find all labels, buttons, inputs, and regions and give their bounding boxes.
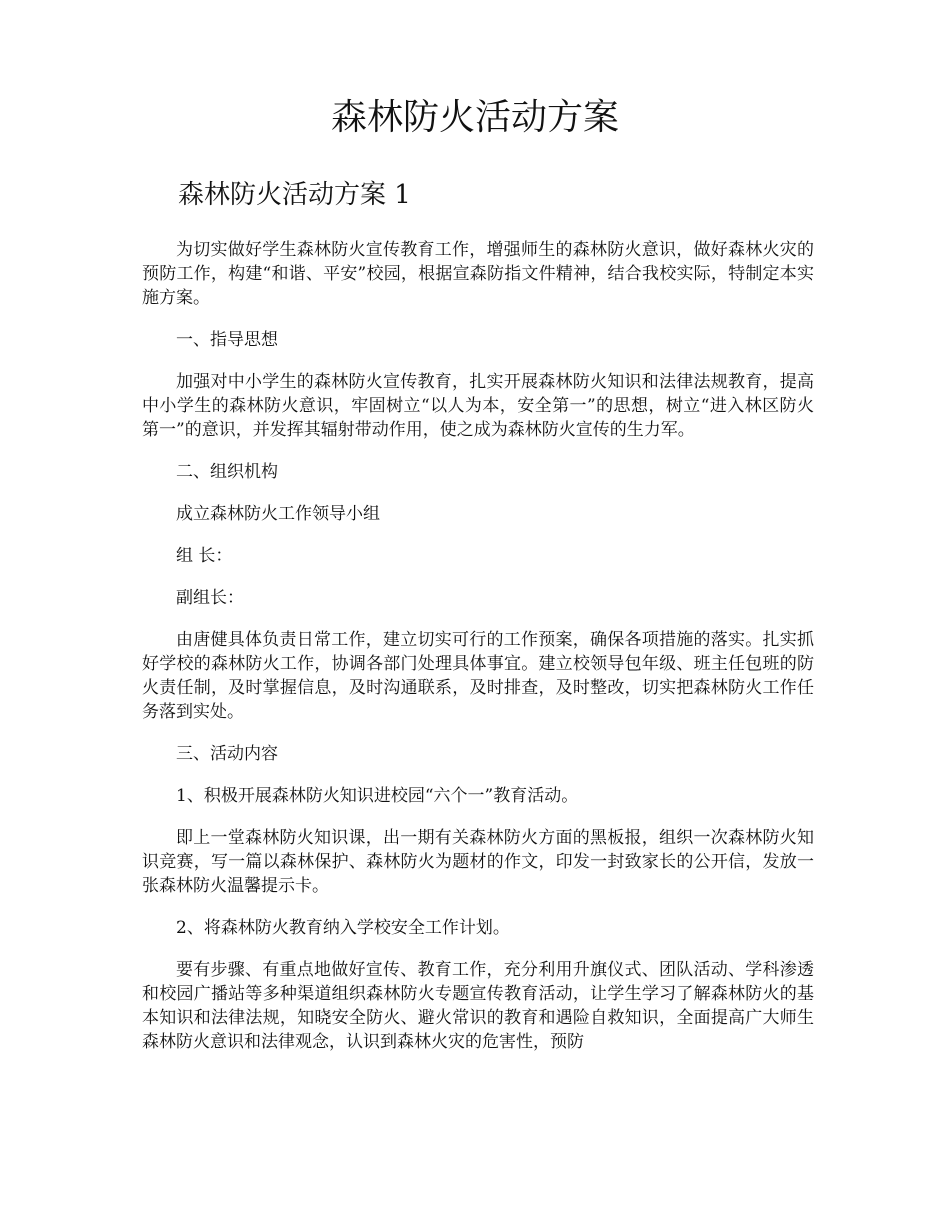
paragraph-activity-2: 2、将森林防火教育纳入学校安全工作计划。 (176, 918, 510, 938)
paragraph-activity-2-detail: 要有步骤、有重点地做好宣传、教育工作，充分利用升旗仪式、团队活动、学科渗透和校园广播站等多种渠道组织森林防火专题宣传教育活动，让学生学习了解森林防火的基本知识和法律法规，知晓安全防火、避火常识的教育和遇险自救知识，全面提高广大师生森林防火意识和法律观念，认识到森林火灾的危害性，预防 (142, 960, 814, 1052)
paragraph-deputy-leader: 副组长： (176, 588, 244, 608)
paragraph-intro: 为切实做好学生森林防火宣传教育工作，增强师生的森林防火意识，做好森林火灾的预防工作，构建“和谐、平安”校园，根据宣森防指文件精神，结合我校实际，特制定本实施方案。 (142, 240, 814, 308)
paragraph-responsibility: 由唐健具体负责日常工作，建立切实可行的工作预案，确保各项措施的落实。扎实抓好学校的森林防火工作，协调各部门处理具体事宜。建立校领导包年级、班主任包班的防火责任制，及时掌握信息，及时沟通联系，及时排查，及时整改，切实把森林防火工作任务落到实处。 (142, 630, 814, 722)
paragraph-activity-1: 1、积极开展森林防火知识进校园“六个一”教育活动。 (176, 786, 579, 806)
heading-guiding-thought: 一、指导思想 (176, 330, 278, 350)
document-body (142, 238, 814, 1072)
heading-organization: 二、组织机构 (176, 462, 278, 482)
paragraph-guiding-thought: 加强对中小学生的森林防火宣传教育，扎实开展森林防火知识和法律法规教育，提高中小学生的森林防火意识，牢固树立“以人为本，安全第一”的思想，树立“进入林区防火第一”的意识，并发挥其辐射带动作用，使之成为森林防火宣传的生力军。 (142, 372, 814, 440)
document-title: 森林防火活动方案 (330, 97, 619, 138)
section-heading: 森林防火活动方案 1 (178, 180, 411, 210)
paragraph-group-leader: 组 长： (176, 546, 233, 566)
paragraph-activity-1-detail: 即上一堂森林防火知识课，出一期有关森林防火方面的黑板报，组织一次森林防火知识竞赛，写一篇以森林保护、森林防火为题材的作文，印发一封致家长的公开信，发放一张森林防火温馨提示卡。 (142, 828, 814, 896)
paragraph-leading-group: 成立森林防火工作领导小组 (176, 504, 380, 524)
heading-activities: 三、活动内容 (176, 744, 278, 764)
